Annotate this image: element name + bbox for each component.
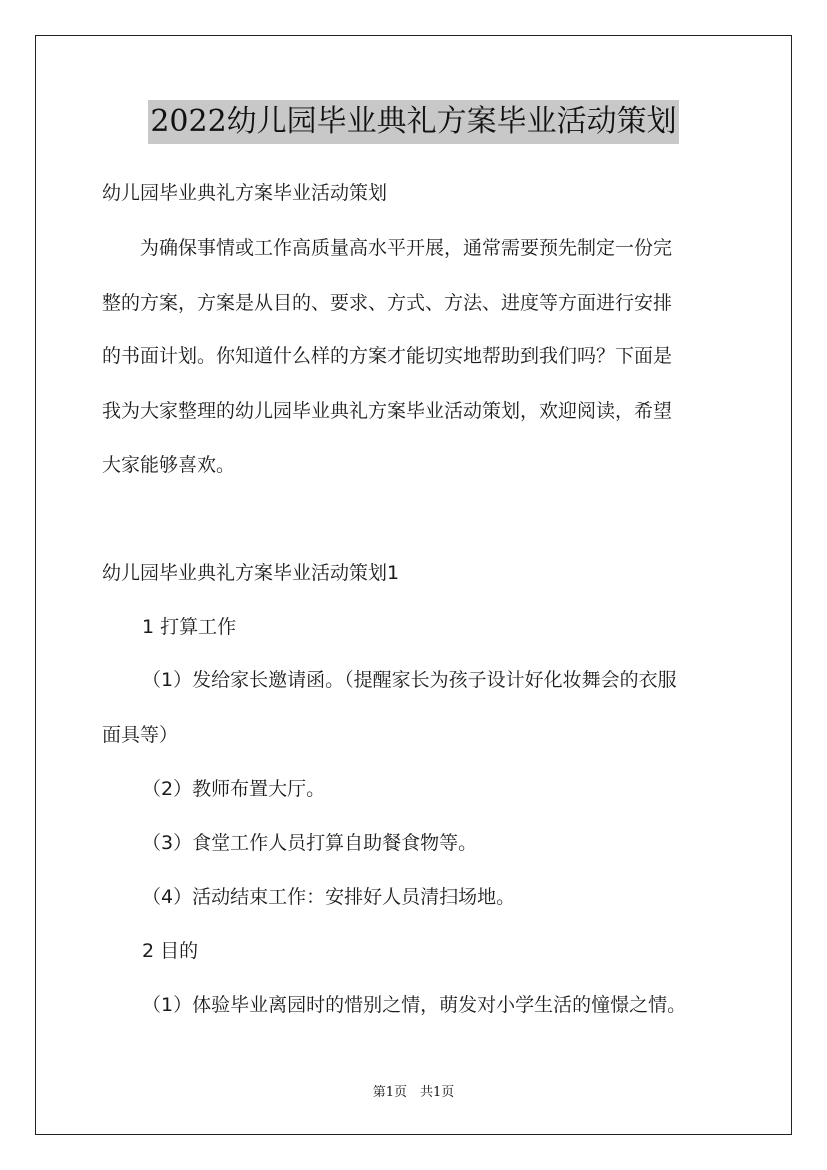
section-title: 幼儿园毕业典礼方案毕业活动策划1 [102, 562, 400, 584]
title-container [0, 100, 827, 144]
intro-line: 我为大家整理的幼儿园毕业典礼方案毕业活动策划，欢迎阅读，希望 [102, 400, 673, 422]
intro-line: 整的方案，方案是从目的、要求、方式、方法、进度等方面进行安排 [102, 292, 673, 314]
intro-line: 的书面计划。你知道什么样的方案才能切实地帮助到我们吗？下面是 [102, 345, 673, 367]
intro-line: 为确保事情或工作高质量高水平开展，通常需要预先制定一份完 [140, 237, 673, 259]
intro-line: 大家能够喜欢。 [102, 454, 236, 476]
list-item: （1）体验毕业离园时的惜别之情，萌发对小学生活的憧憬之情。 [142, 994, 687, 1016]
heading-preparation: 1 打算工作 [142, 616, 237, 638]
list-item: （4）活动结束工作：安排好人员清扫场地。 [142, 886, 516, 908]
list-item: （2）教师布置大厅。 [142, 778, 326, 800]
document-subtitle: 幼儿园毕业典礼方案毕业活动策划 [102, 182, 388, 204]
page-number: 第1页 共1页 [372, 1085, 455, 1100]
heading-goals: 2 目的 [142, 940, 199, 962]
list-item: （1）发给家长邀请函。（提醒家长为孩子设计好化妆舞会的衣服 [142, 669, 677, 691]
list-item-continuation: 面具等） [102, 724, 179, 746]
document-title: 2022幼儿园毕业典礼方案毕业活动策划 [148, 100, 678, 144]
list-item: （3）食堂工作人员打算自助餐食物等。 [142, 832, 478, 854]
